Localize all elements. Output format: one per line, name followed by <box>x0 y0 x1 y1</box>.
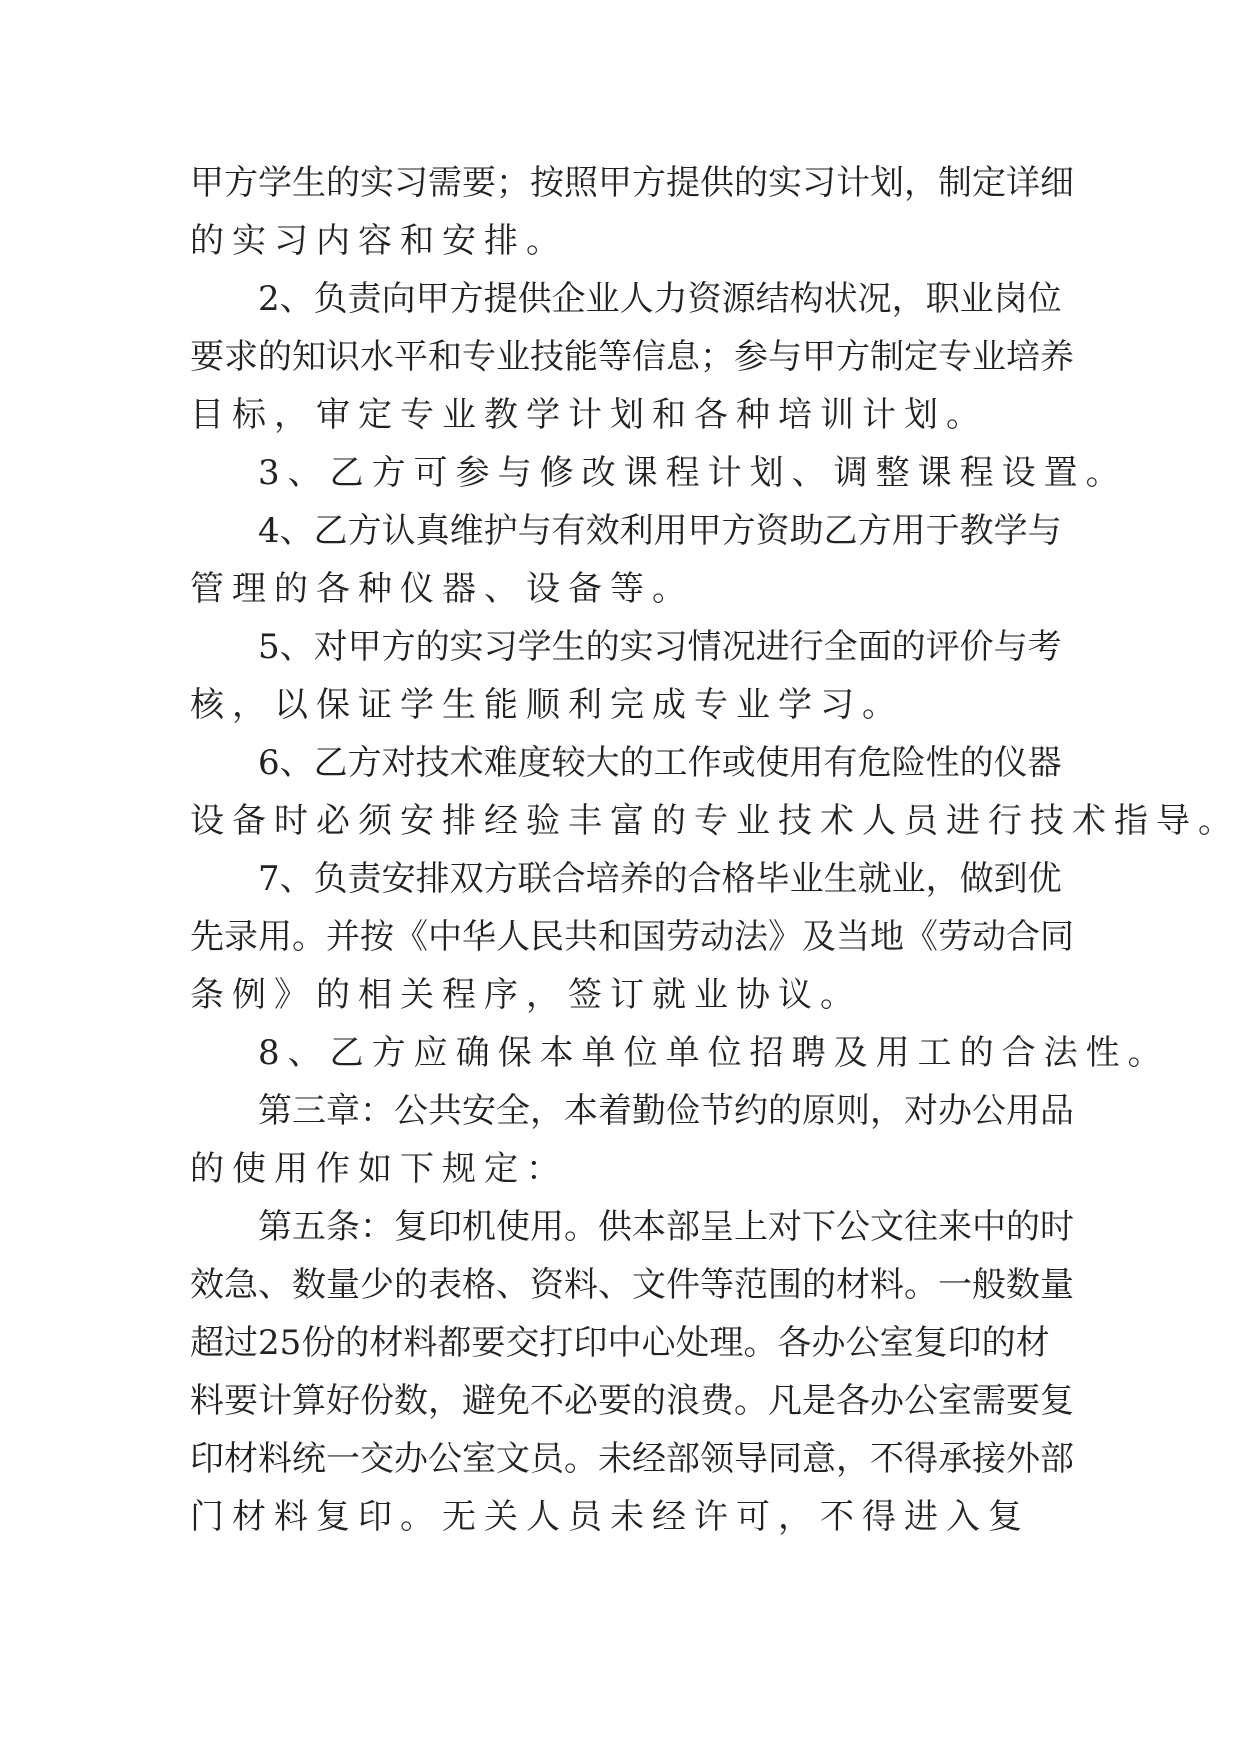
text-line: 目标，审定专业教学计划和各种培训计划。 <box>190 395 988 435</box>
text-line: 效 急 、 数 量 少 的 表 格 、 资 料 、 文 件 等 范 围 的 材 料 。 一 般 数 量 <box>190 1265 1074 1305</box>
text-line: 5 、 对 甲 方 的 实 习 学 生 的 实 习 情 况 进 行 全 面 的 评 价 与 考 <box>258 627 1062 667</box>
text-line: 4 、 乙 方 认 真 维 护 与 有 效 利 用 甲 方 资 助 乙 方 用 于 教 学 与 <box>258 511 1062 551</box>
text-line: 料 要 计 算 好 份 数 ， 避 免 不 必 要 的 浪 费 。 凡 是 各 办 公 室 需 要 复 <box>190 1381 1074 1421</box>
text-line: 管理的各种仪器、设备等。 <box>190 569 694 609</box>
text-line: 8、乙方应确保本单位单位招聘及用工的合法性。 <box>258 1033 1170 1073</box>
text-line: 的实习内容和安排。 <box>190 221 568 261</box>
text-line: 核，以保证学生能顺利完成专业学习。 <box>190 685 904 725</box>
text-line: 设备时必须安排经验丰富的专业技术人员进行技术指导。 <box>190 801 1240 841</box>
text-line: 超 过 25 份 的 材 料 都 要 交 打 印 中 心 处 理 。 各 办 公 室 复 印 的 材 <box>190 1323 1050 1363</box>
text-line: 印 材 料 统 一 交 办 公 室 文 员 。 未 经 部 领 导 同 意 ， 不 得 承 接 外 部 <box>190 1439 1074 1479</box>
text-line: 条例》的相关程序，签订就业协议。 <box>190 975 862 1015</box>
document-body <box>190 154 1240 1546</box>
text-line: 第 五 条 ： 复 印 机 使 用 。 供 本 部 呈 上 对 下 公 文 往 来 中 的 时 <box>258 1207 1074 1247</box>
text-line: 门材料复印。无关人员未经许可，不得进入复 <box>190 1497 1030 1537</box>
text-line: 3、乙方可参与修改课程计划、调整课程设置。 <box>258 453 1128 493</box>
text-line: 的使用作如下规定： <box>190 1149 568 1189</box>
text-line: 6 、 乙 方 对 技 术 难 度 较 大 的 工 作 或 使 用 有 危 险 性 的 仪 器 <box>258 743 1062 783</box>
text-line: 第 三 章 ： 公 共 安 全 ， 本 着 勤 俭 节 约 的 原 则 ， 对 办 公 用 品 <box>258 1091 1074 1131</box>
text-line: 7 、 负 责 安 排 双 方 联 合 培 养 的 合 格 毕 业 生 就 业 ， 做 到 优 <box>258 859 1062 899</box>
text-line: 要 求 的 知 识 水 平 和 专 业 技 能 等 信 息 ； 参 与 甲 方 制 定 专 业 培 养 <box>190 337 1074 377</box>
text-line: 2 、 负 责 向 甲 方 提 供 企 业 人 力 资 源 结 构 状 况 ， 职 业 岗 位 <box>258 279 1062 319</box>
text-line: 先 录 用 。 并 按 《 中 华 人 民 共 和 国 劳 动 法 》 及 当 地 《 劳 动 合 同 <box>190 917 1074 957</box>
text-line: 甲 方 学 生 的 实 习 需 要 ； 按 照 甲 方 提 供 的 实 习 计 划 ， 制 定 详 细 <box>190 163 1074 203</box>
